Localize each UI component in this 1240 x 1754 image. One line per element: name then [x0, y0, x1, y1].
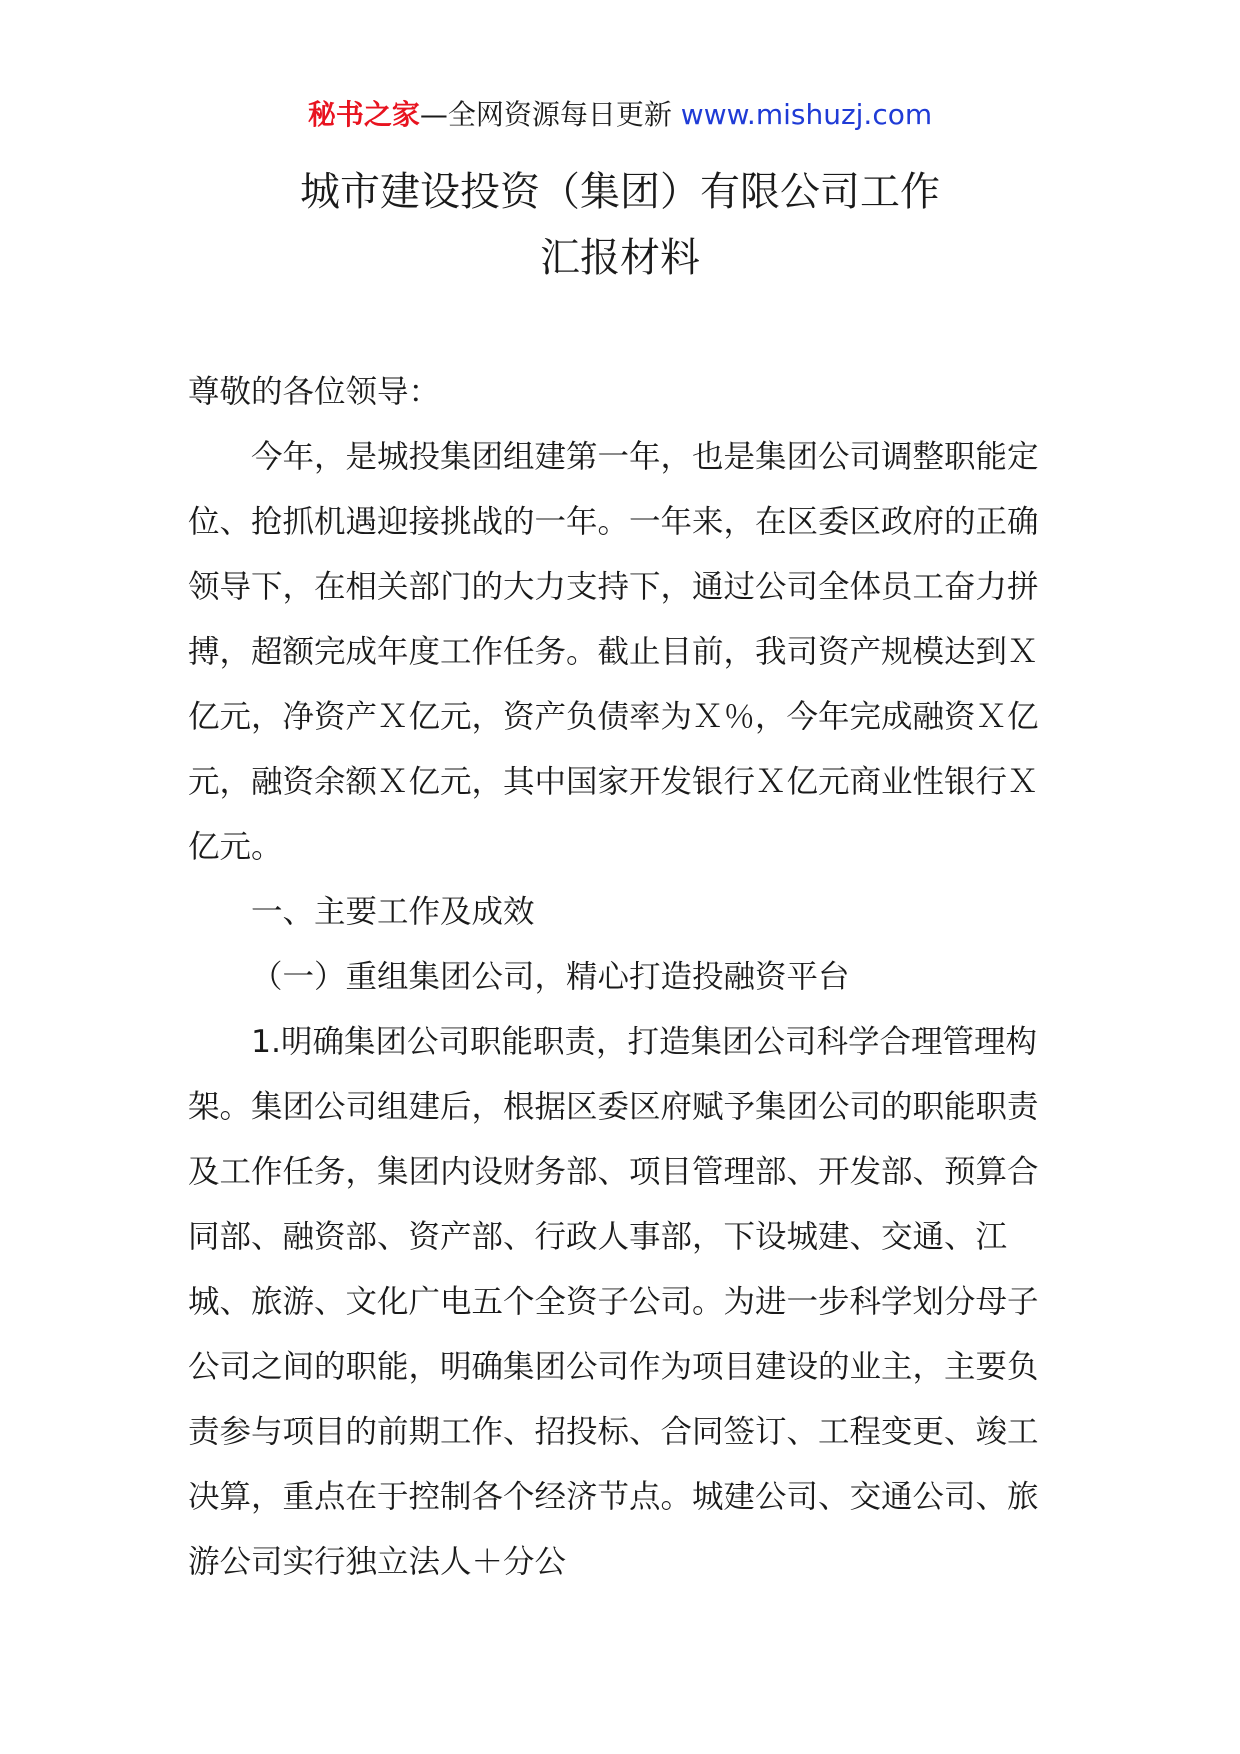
- item-paragraph: 1.明确集团公司职能职责，打造集团公司科学合理管理构架。集团公司组建后，根据区委区府赋予集团公司的职能职责及工作任务，集团内设财务部、项目管理部、开发部、预算合同部、融资部、资产部、行政人事部，下设城建、交通、江城、旅游、文化广电五个全资子公司。为进一步科学划分母子公司之间的职能，明确集团公司作为项目建设的业主，主要负责参与项目的前期工作、招投标、合同签订、工程变更、竣工决算，重点在于控制各个经济节点。城建公司、交通公司、旅游公司实行独立法人＋分公: [188, 1024, 1039, 1580]
- subsection-heading: （一）重组集团公司，精心打造投融资平台: [251, 959, 850, 995]
- document-title-line1: 城市建设投资（集团）有限公司工作: [300, 169, 940, 215]
- banner-slogan: —全网资源每日更新: [419, 98, 672, 131]
- site-url[interactable]: www.mishuzj.com: [671, 98, 933, 131]
- section-heading: 一、主要工作及成效: [251, 894, 535, 930]
- document-title-line2: 汇报材料: [540, 235, 700, 281]
- salutation: 尊敬的各位领导：: [188, 374, 441, 410]
- site-banner: [0, 98, 1240, 132]
- brand-name: 秘书之家: [307, 98, 420, 131]
- document-body: [188, 360, 1056, 1595]
- intro-paragraph: 今年，是城投集团组建第一年，也是集团公司调整职能定位、抢抓机遇迎接挑战的一年。一年来，在区委区政府的正确领导下，在相关部门的大力支持下，通过公司全体员工奋力拼搏，超额完成年度工作任务。截止目前，我司资产规模达到Ｘ亿元，净资产Ｘ亿元，资产负债率为Ｘ％，今年完成融资Ｘ亿元，融资余额Ｘ亿元，其中国家开发银行Ｘ亿元商业性银行Ｘ亿元。: [188, 439, 1039, 865]
